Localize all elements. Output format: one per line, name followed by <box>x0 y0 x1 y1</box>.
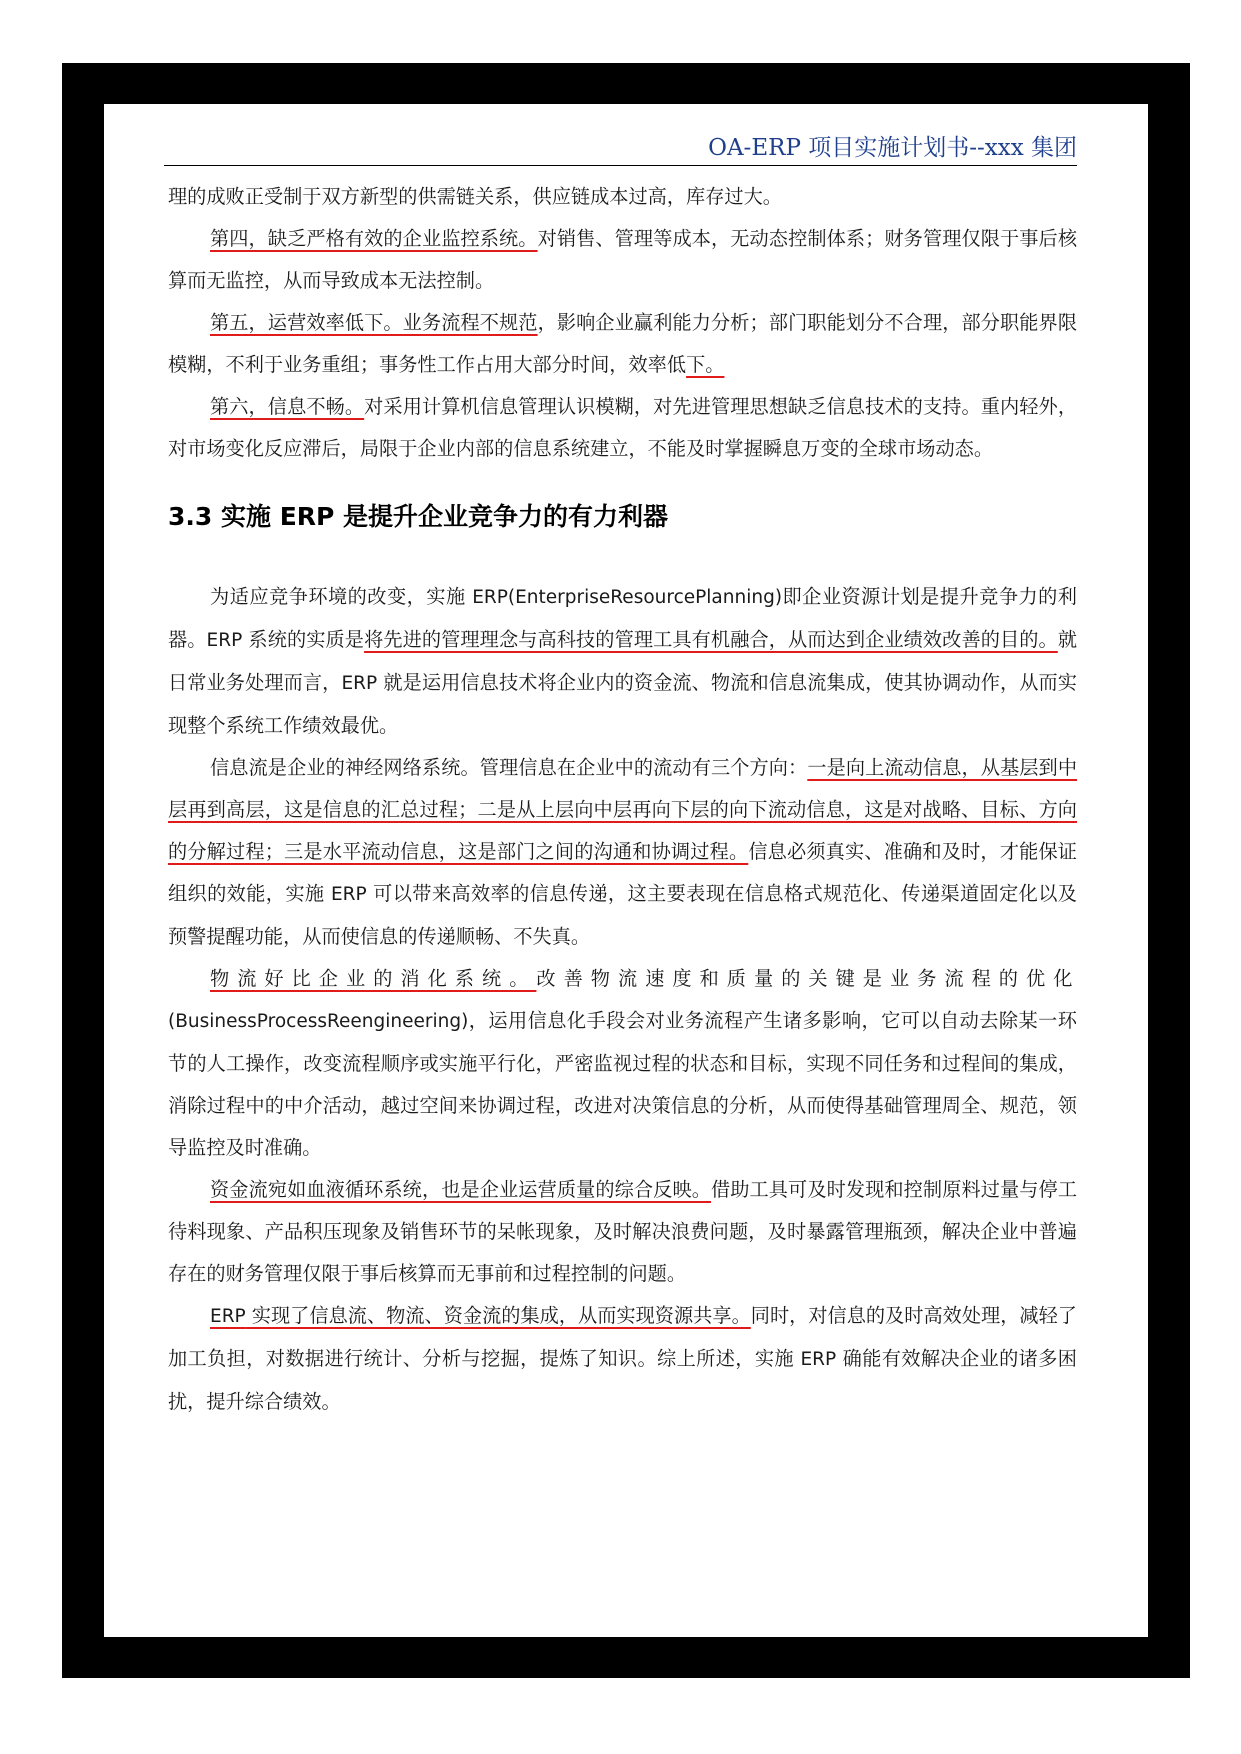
paragraph-text: 可以带来高效率的信息传递，这主要表现在信息格式规范化、传递渠道固定化以及预警提醒功能，从而使信息的传递顺畅、不失真。 <box>168 882 1077 948</box>
document-body <box>168 176 1077 1423</box>
highlighted-phrase: ERP <box>210 1306 246 1327</box>
paragraph-text: ERP <box>800 1349 837 1370</box>
paragraph-text: ，运用信息化手段会对业务流程产生诸多影响，它可以自动去除某一环节的人工操作，改变流程顺序或实施平行化，严密监视过程的状态和目标，实现不同任务和过程间的集成，消除过程中的中介活动，越过空间来协调过程，改进对决策信息的分析，从而使得基础管理周全、规范，领导监控及时准确。 <box>168 1009 1077 1159</box>
document-page <box>104 104 1148 1637</box>
paragraph-text: 信息必须真实、准确和及时，才能保证组织的效能，实施 <box>168 840 1077 905</box>
paragraph-point-five <box>168 302 1077 386</box>
paragraph-text: ERP <box>341 673 378 694</box>
paragraph-text: 系统的实质是 <box>242 628 365 651</box>
paragraph-logistics <box>168 958 1077 1169</box>
highlighted-phrase: 将先进的管理理念与高科技的管理工具有机融合，从而达到企业绩效改善的目的。 <box>364 628 1058 651</box>
highlighted-phrase: 资金流宛如血液循环系统，也是企业运营质量的综合反映。 <box>210 1178 711 1201</box>
highlighted-phrase: 第四，缺乏严格有效的企业监控系统。 <box>210 227 538 250</box>
paragraph-text: 即企业资源计划是提升竞争力的利器。 <box>168 585 1077 651</box>
paragraph-text: 就日常业务处理而言， <box>168 628 1077 694</box>
paragraph-text: 为适应竞争环境的改变，实施 <box>210 585 473 608</box>
paragraph-text: 改善物流速度和质量的关键是业务流程的优化 <box>536 967 1077 990</box>
paragraph-text: ERP(EnterpriseResourcePlanning) <box>472 587 783 608</box>
highlighted-phrase: 一是向上流动信息，从基层到中层再到高层，这是信息的汇总过程；二是从上层向中层再向下层的向下流动信息，这是对战略、目标、方向的分解过程；三是水平流动信息，这是部门之间的沟通和协调过程。 <box>168 756 1078 863</box>
paragraph-text: 同时，对信息的及时高效处理，减轻了加工负担，对数据进行统计、分析与挖掘，提炼了知识。综上所述，实施 <box>168 1304 1077 1370</box>
paragraph-text: 信息流是企业的神经网络系统。管理信息在企业中的流动有三个方向： <box>210 756 808 779</box>
paragraph-text: ERP <box>330 884 367 905</box>
paragraph-text: 借助工具可及时发现和控制原料过量与停工待料现象、产品积压现象及销售环节的呆帐现象，及时解决浪费问题，及时暴露管理瓶颈，解决企业中普遍存在的财务管理仅限于事后核算而无事前和过程控制的问题。 <box>168 1178 1078 1285</box>
paragraph-point-six <box>168 386 1077 470</box>
highlighted-phrase: 实现了信息流、物流、资金流的集成，从而实现资源共享。 <box>245 1304 751 1327</box>
highlighted-phrase: 第六，信息不畅。 <box>210 395 365 418</box>
paragraph-text: 确能有效解决企业的诸多困扰，提升综合绩效。 <box>168 1347 1077 1413</box>
paragraph-text: 理的成败正受制于双方新型的供需链关系，供应链成本过高，库存过大。 <box>168 185 782 208</box>
highlighted-phrase: 下。 <box>686 353 725 376</box>
highlighted-phrase: 第五，运营效率低下。业务流程不规范 <box>210 311 538 334</box>
paragraph-continuation <box>168 176 1077 218</box>
paragraph-erp-intro <box>168 576 1077 747</box>
header-title: OA-ERP 项目实施计划书--xxx 集团 <box>708 135 1077 161</box>
section-heading: 3.3 实施 ERP 是提升企业竞争力的有力利器 <box>168 502 669 531</box>
paragraph-text: ERP <box>206 630 243 651</box>
paragraph-point-four <box>168 218 1077 302</box>
highlighted-phrase: 物流好比企业的消化系统。 <box>210 967 537 990</box>
page-header <box>164 125 1077 166</box>
paragraph-text: 对采用计算机信息管理认识模糊，对先进管理思想缺乏信息技术的支持。重内轻外，对市场变化反应滞后，局限于企业内部的信息系统建立，不能及时掌握瞬息万变的全球市场动态。 <box>168 395 1078 460</box>
paragraph-capital-flow <box>168 1169 1077 1295</box>
paragraph-text: ，影响企业赢利能力分析；部门职能划分不合理，部分职能界限模糊，不利于业务重组；事务性工作占用大部分时间，效率低 <box>168 311 1078 376</box>
paragraph-information-flow <box>168 747 1077 958</box>
paragraph-text: (BusinessProcessReengineering) <box>168 1011 469 1032</box>
paragraph-erp-integration <box>168 1295 1077 1423</box>
paragraph-text: 对销售、管理等成本，无动态控制体系；财务管理仅限于事后核算而无监控，从而导致成本无法控制。 <box>168 227 1078 292</box>
paragraph-text: 就是运用信息技术将企业内的资金流、物流和信息流集成，使其协调动作，从而实现整个系统工作绩效最优。 <box>168 671 1077 737</box>
